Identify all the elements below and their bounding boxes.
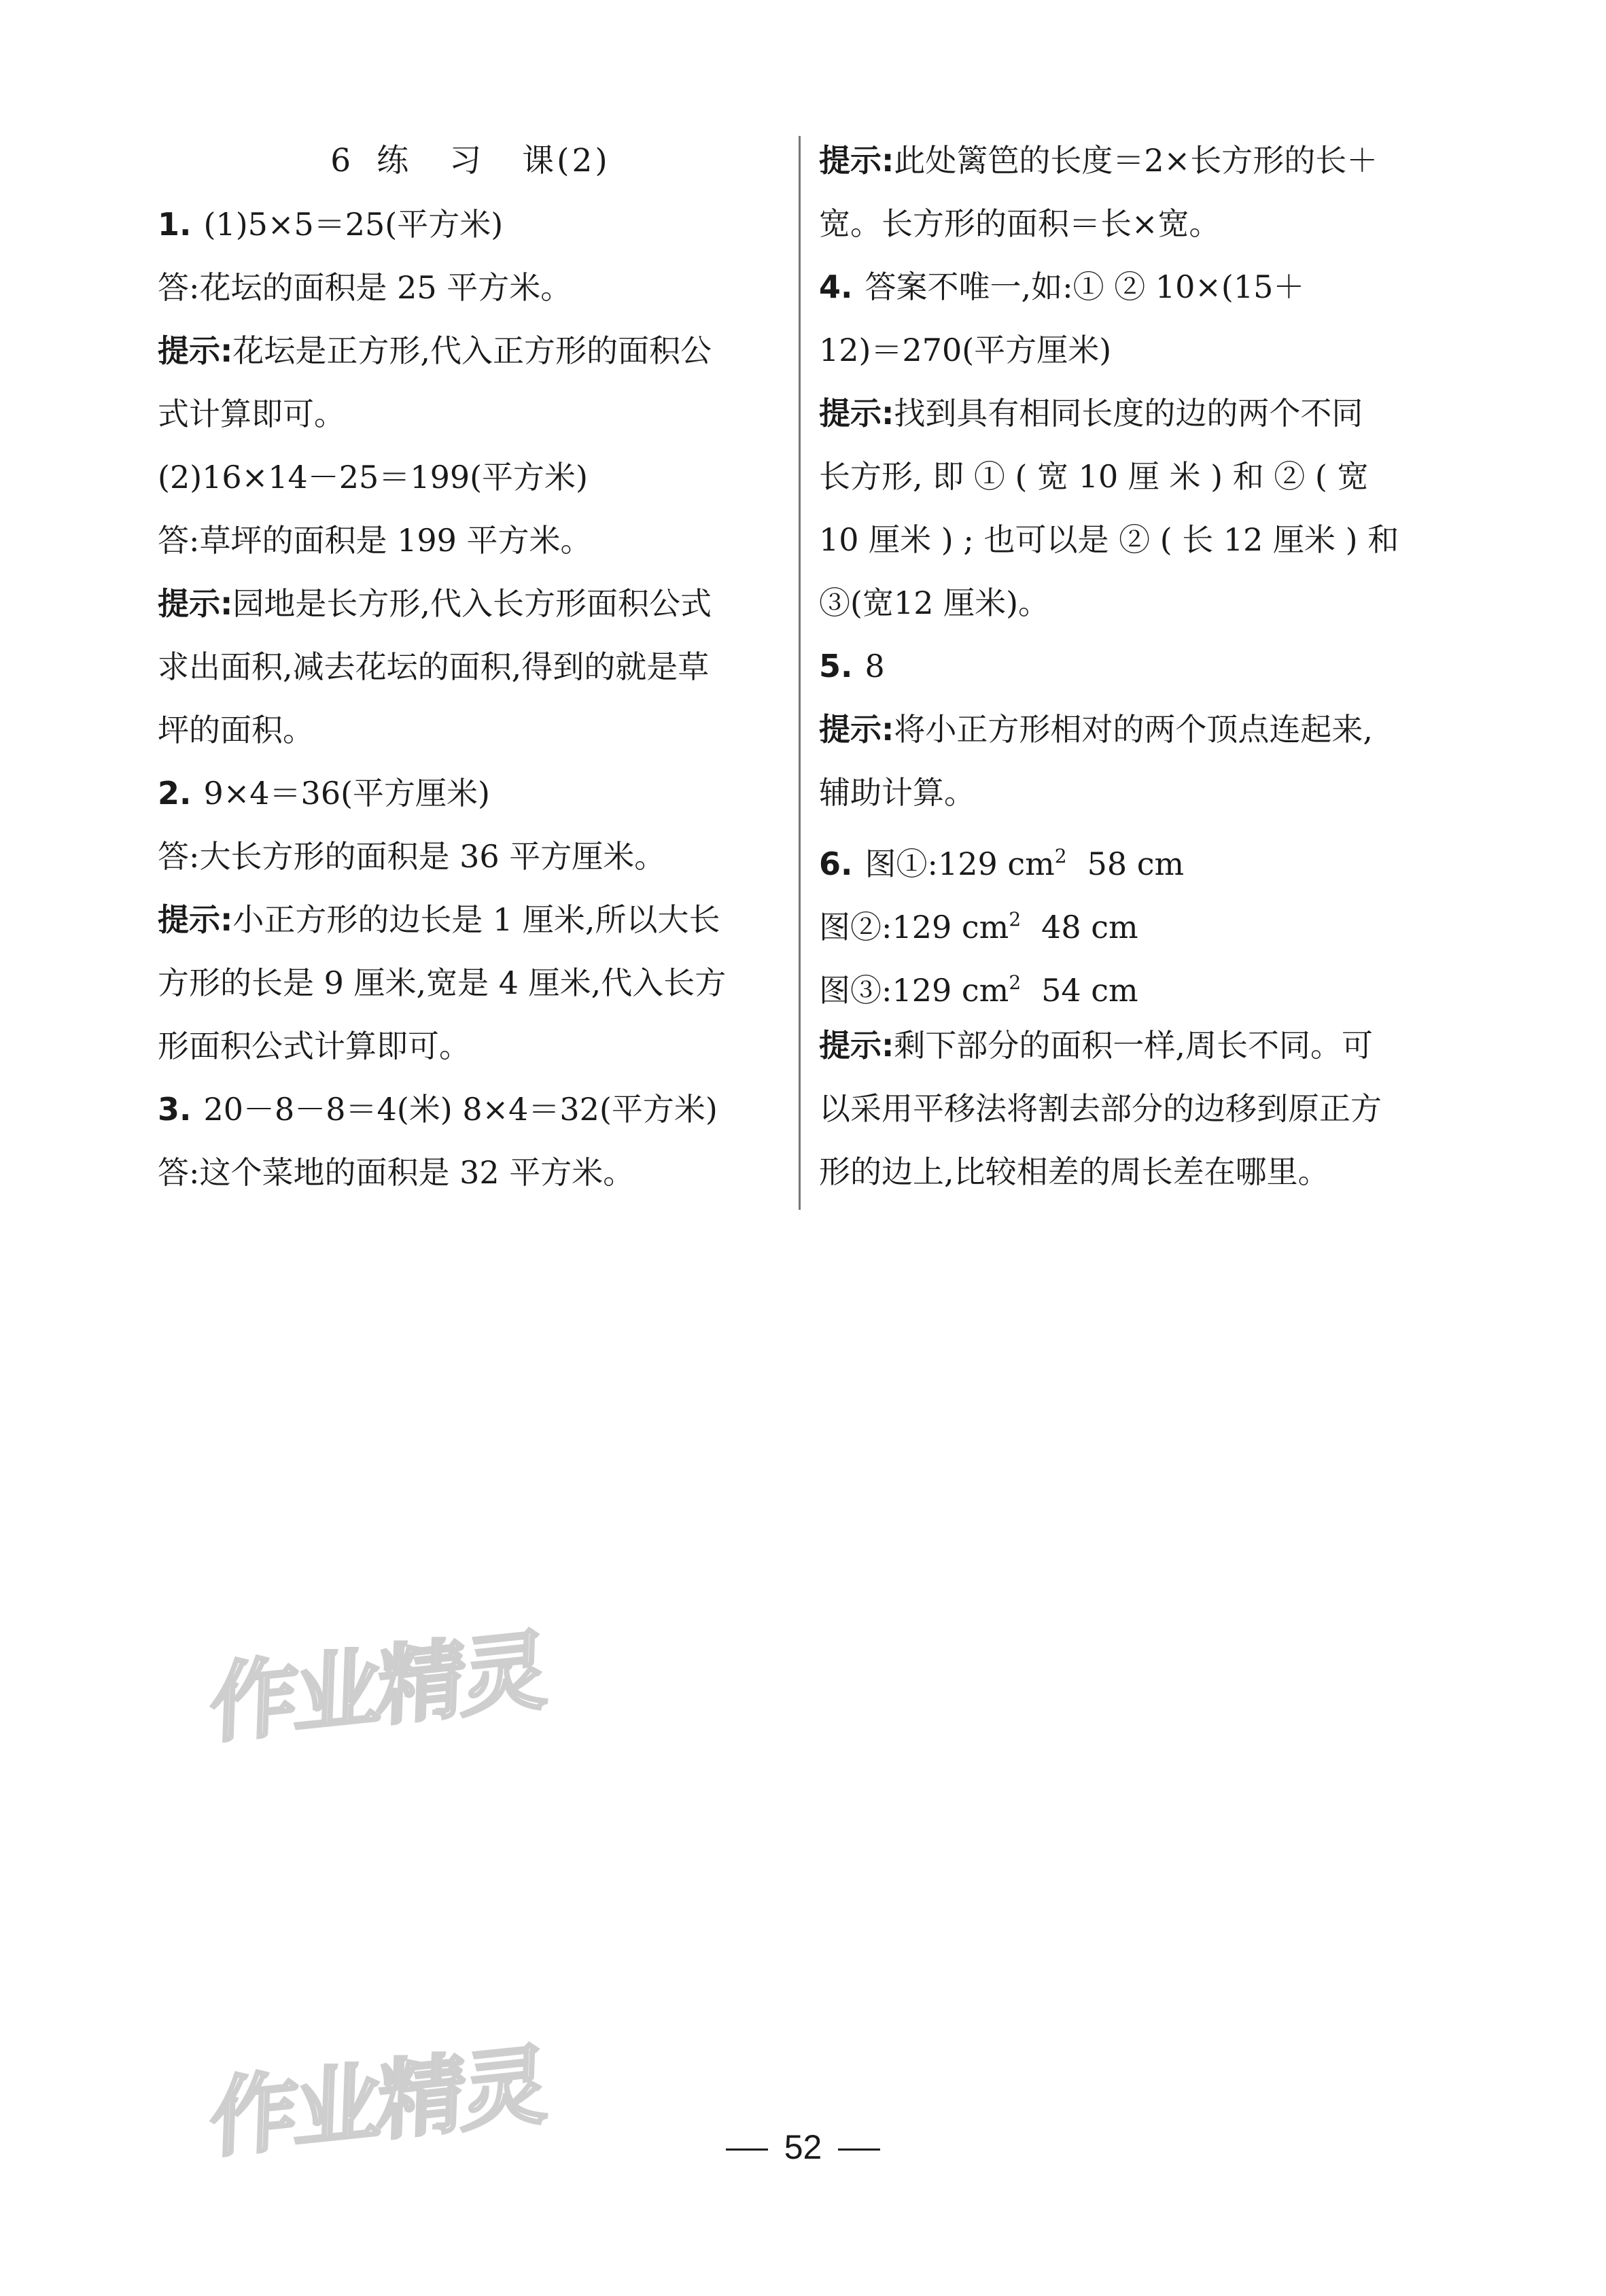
text-line	[819, 319, 1444, 382]
question-number: 6.	[819, 846, 853, 882]
hint-line	[158, 888, 783, 952]
text-line	[819, 572, 1444, 635]
question-number: 5.	[819, 648, 853, 684]
hint-label: 提示:	[819, 711, 894, 748]
line-text: 坪的面积。	[158, 712, 314, 748]
column-divider	[799, 136, 801, 1210]
answer-line	[819, 888, 1444, 951]
text-line	[158, 446, 783, 509]
question-number: 2.	[158, 775, 192, 812]
line-text: 求出面积,减去花坛的面积,得到的就是草	[158, 648, 710, 685]
hint-line	[819, 129, 1444, 192]
left-column	[158, 129, 783, 1204]
figure-area-text: 图③:129 cm	[819, 972, 1009, 1009]
figure-perimeter-text: 48 cm	[1041, 909, 1138, 945]
line-text: 式计算即可。	[158, 396, 345, 432]
hint-label: 提示:	[158, 901, 233, 938]
line-text: 长方形, 即 ① ( 宽 10 厘 米 ) 和 ② ( 宽	[819, 458, 1369, 495]
line-text: 答:这个菜地的面积是 32 平方米。	[158, 1154, 635, 1191]
answer-line	[819, 256, 1444, 319]
title-char-1: 练	[377, 142, 412, 179]
line-text: 10 厘米 ) ; 也可以是 ② ( 长 12 厘米 ) 和	[819, 521, 1399, 558]
watermark-logo: 作业精灵	[208, 1620, 547, 1756]
unit-superscript: 2	[1009, 908, 1022, 930]
line-text: 答:草坪的面积是 199 平方米。	[158, 522, 592, 559]
text-line	[158, 699, 783, 762]
figure-perimeter-text: 54 cm	[1041, 972, 1138, 1009]
text-line	[819, 1141, 1444, 1204]
hint-text: 小正方形的边长是 1 厘米,所以大长	[232, 901, 720, 938]
right-answer-lines	[819, 129, 1444, 1204]
section-title	[158, 129, 783, 193]
hint-label: 提示:	[819, 395, 894, 432]
hint-text: 此处篱笆的长度＝2×长方形的长＋	[894, 142, 1378, 179]
text-line	[158, 509, 783, 572]
page-number-dash-left	[726, 2149, 768, 2151]
figure-area-text: 图①:129 cm	[865, 846, 1055, 882]
text-line	[158, 636, 783, 699]
section-number: 6	[330, 142, 354, 179]
question-number: 4.	[819, 268, 853, 305]
unit-superscript: 2	[1009, 971, 1022, 994]
watermark-logo: 作业精灵	[208, 2034, 547, 2171]
line-text: 形的边上,比较相差的周长差在哪里。	[819, 1153, 1329, 1190]
hint-label: 提示:	[819, 1027, 894, 1064]
unit-superscript: 2	[1054, 845, 1067, 867]
hint-line	[819, 698, 1444, 761]
text-line	[158, 1141, 783, 1204]
left-answer-lines	[158, 193, 783, 1204]
answer-text: 8	[865, 648, 885, 684]
answer-text: (1)5×5＝25(平方米)	[203, 206, 504, 243]
text-line	[819, 192, 1444, 256]
title-suffix: (2)	[557, 142, 610, 179]
line-text: 辅助计算。	[819, 774, 975, 811]
answer-line	[819, 824, 1444, 888]
answer-text: 9×4＝36(平方厘米)	[203, 775, 490, 812]
text-line	[158, 1015, 783, 1078]
line-text: 12)＝270(平方厘米)	[819, 332, 1112, 368]
line-text: ③(宽12 厘米)。	[819, 585, 1050, 621]
answer-text: 20－8－8＝4(米) 8×4＝32(平方米)	[203, 1091, 718, 1128]
line-text: 宽。长方形的面积＝长×宽。	[819, 205, 1221, 242]
figure-perimeter-text: 58 cm	[1087, 846, 1185, 882]
answer-line	[158, 1078, 783, 1141]
text-line	[158, 952, 783, 1015]
text-line	[819, 508, 1444, 572]
question-number: 3.	[158, 1091, 192, 1128]
answer-line	[158, 762, 783, 825]
title-char-2: 习	[449, 142, 485, 179]
question-number: 1.	[158, 206, 192, 243]
right-column	[819, 129, 1444, 1204]
hint-line	[158, 572, 783, 636]
hint-text: 花坛是正方形,代入正方形的面积公	[232, 332, 712, 369]
text-line	[158, 256, 783, 319]
text-line	[158, 825, 783, 888]
page-number-value: 52	[784, 2128, 822, 2166]
hint-text: 找到具有相同长度的边的两个不同	[894, 395, 1363, 432]
hint-text: 园地是长方形,代入长方形面积公式	[232, 585, 712, 622]
hint-line	[819, 1014, 1444, 1077]
answer-line	[819, 951, 1444, 1014]
text-line	[158, 383, 783, 446]
answer-line	[158, 193, 783, 256]
hint-line	[158, 319, 783, 383]
hint-line	[819, 382, 1444, 445]
hint-label: 提示:	[819, 142, 894, 179]
line-text: (2)16×14－25＝199(平方米)	[158, 459, 588, 495]
line-text: 以采用平移法将割去部分的边移到原正方	[819, 1090, 1382, 1127]
line-text: 答:大长方形的面积是 36 平方厘米。	[158, 838, 666, 875]
text-line	[819, 1077, 1444, 1141]
page-number	[0, 2127, 1606, 2167]
line-text: 形面积公式计算即可。	[158, 1028, 470, 1064]
line-text: 答:花坛的面积是 25 平方米。	[158, 269, 572, 306]
hint-label: 提示:	[158, 585, 233, 622]
hint-text: 剩下部分的面积一样,周长不同。可	[894, 1027, 1374, 1064]
line-text: 方形的长是 9 厘米,宽是 4 厘米,代入长方	[158, 964, 727, 1001]
title-char-3: 课	[522, 142, 557, 179]
answer-text: 答案不唯一,如:① ② 10×(15＋	[865, 268, 1305, 305]
text-line	[819, 761, 1444, 824]
hint-label: 提示:	[158, 332, 233, 369]
text-line	[819, 445, 1444, 508]
answer-line	[819, 635, 1444, 698]
figure-area-text: 图②:129 cm	[819, 909, 1009, 945]
page-number-dash-right	[838, 2149, 880, 2151]
hint-text: 将小正方形相对的两个顶点连起来,	[894, 711, 1374, 748]
